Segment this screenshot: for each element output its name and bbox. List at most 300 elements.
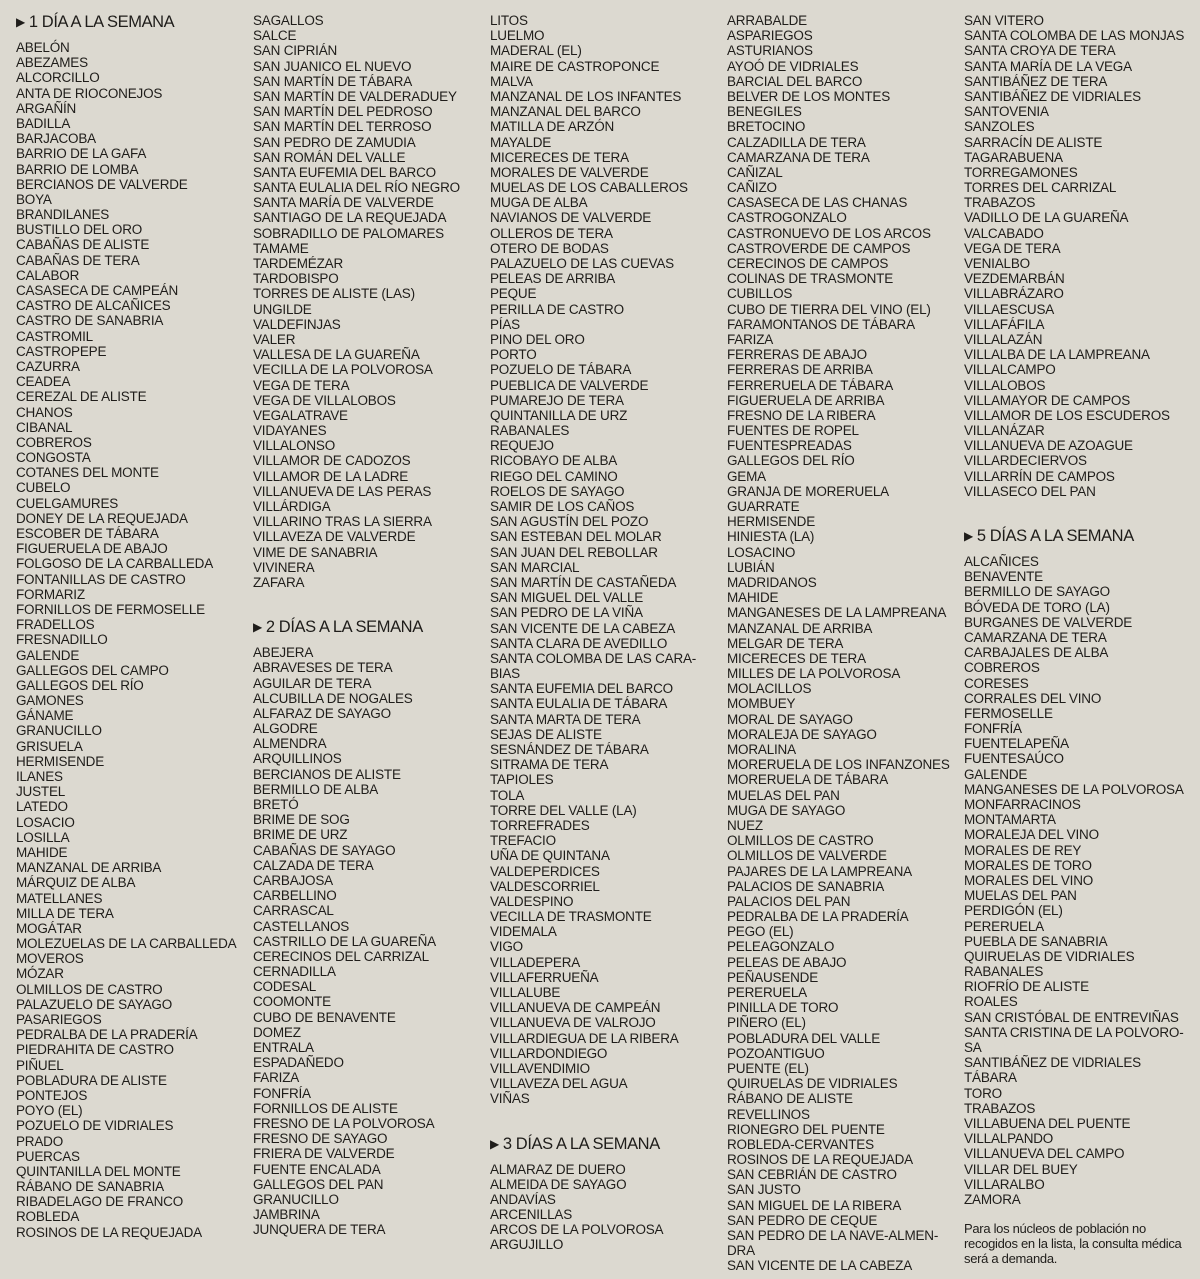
list-item: FONTANILLAS DE CASTRO	[16, 571, 186, 587]
list-item: SAGALLOS	[253, 13, 324, 28]
list-item: ROBLEDA	[16, 1209, 80, 1225]
list-item: VILLAMAYOR DE CAMPOS	[964, 392, 1131, 408]
list-item: VILLAMOR DE LOS ESCUDEROS	[964, 407, 1170, 423]
list-item: PEDRALBA DE LA PRADERÍA	[16, 1027, 198, 1043]
list-item: CASTELLANOS	[253, 918, 350, 934]
list-item: DOMEZ	[253, 1024, 301, 1040]
list-item: CUBILLOS	[727, 286, 793, 302]
list-item: SITRAMA DE TERA	[490, 757, 609, 773]
list-item: VILLARRÍN DE CAMPOS	[964, 468, 1115, 484]
list-item: SANTA EULALIA DEL RÍO NEGRO	[253, 180, 460, 196]
list-item: CUBO DE TIERRA DEL VINO (EL)	[727, 301, 931, 317]
list-item: MUELAS DE LOS CABALLEROS	[490, 180, 688, 196]
list-item: VEGA DE TERA	[964, 240, 1061, 256]
list-item: ROSINOS DE LA REQUEJADA	[16, 1224, 202, 1240]
list-item: OLMILLOS DE CASTRO	[16, 981, 163, 997]
list-item: SANTA CLARA DE AVEDILLO	[490, 635, 668, 651]
list-item: PELEAS DE ABAJO	[727, 954, 847, 970]
list-item: CERECINOS DE CAMPOS	[727, 256, 889, 271]
list-item: CASTRO DE ALCAÑICES	[16, 298, 171, 314]
list-item: VILLAR DEL BUEY	[964, 1161, 1078, 1177]
list-item: FRESNO DE SAYAGO	[253, 1131, 388, 1147]
list-item: VILLAVEZA DEL AGUA	[490, 1076, 628, 1092]
list-item: SANTIBÁÑEZ DE VIDRIALES	[964, 88, 1141, 104]
list-item: CAÑIZAL	[727, 164, 783, 180]
list-item: BARRIO DE LOMBA	[16, 161, 139, 177]
list-item: VIME DE SANABRIA	[253, 544, 378, 560]
list-item: GRANUCILLO	[253, 1191, 339, 1207]
list-item: VEGALATRAVE	[253, 407, 348, 423]
list-item: MADERAL (EL)	[490, 43, 582, 59]
list-item: CASTRO DE SANABRIA	[16, 313, 164, 329]
list-item: ABEJERA	[253, 645, 314, 661]
list-item: CEREZAL DE ALISTE	[16, 389, 147, 405]
list-item: MORALEJA DE SAYAGO	[727, 726, 877, 742]
list-item: VALDESPINO	[490, 893, 574, 909]
list-item: VIVINERA	[253, 559, 315, 575]
list-item: POBLADURA DEL VALLE	[727, 1030, 881, 1046]
list-item: HERMISENDE	[727, 514, 816, 530]
list-item: JUSTEL	[16, 784, 66, 800]
list-item: MANGANESES DE LA POLVOROSA	[964, 781, 1184, 797]
list-item: ESCOBER DE TÁBARA	[16, 526, 159, 541]
list-item: MOMBUEY	[727, 696, 796, 712]
list-item: MICERECES DE TERA	[490, 149, 629, 165]
list-item: QUINTANILLA DE URZ	[490, 407, 628, 423]
list-item: UÑA DE QUINTANA	[490, 848, 610, 864]
list-item: ASPARIEGOS	[727, 28, 813, 44]
list-item: OLMILLOS DE VALVERDE	[727, 848, 887, 864]
list-item: SANTOVENIA	[964, 104, 1049, 120]
list-item: BOYA	[16, 191, 52, 207]
list-item: CASASECA DE LAS CHANAS	[727, 195, 908, 211]
list-item: VILLANUEVA DE VALROJO	[490, 1015, 656, 1031]
column-5	[964, 13, 1186, 1279]
town-list	[16, 40, 248, 1240]
list-item: CERECINOS DEL CARRIZAL	[253, 948, 429, 964]
list-item: SANTA EULALIA DE TÁBARA	[490, 696, 668, 712]
list-item: MAIRE DE CASTROPONCE	[490, 58, 660, 74]
list-item: TORRES DEL CARRIZAL	[964, 180, 1117, 196]
list-item: MONTAMARTA	[964, 812, 1056, 828]
list-item: MORAL DE SAYAGO	[727, 711, 853, 727]
list-item: SAN JUSTO	[727, 1182, 801, 1198]
list-item: BENEGILES	[727, 104, 802, 120]
list-item: CUBELO	[16, 480, 71, 496]
list-item: MORALES DE REY	[964, 842, 1082, 858]
list-item: SAN ESTEBAN DEL MOLAR	[490, 529, 662, 545]
list-item: FERRERUELA DE TÁBARA	[727, 377, 894, 393]
list-item: VILLARDIEGUA DE LA RIBERA	[490, 1030, 679, 1046]
list-item: MAYALDE	[490, 134, 552, 150]
list-item: VILLALPANDO	[964, 1131, 1054, 1147]
town-list	[490, 13, 722, 1107]
list-item: PASARIEGOS	[16, 1012, 102, 1027]
list-item: VECILLA DE TRASMONTE	[490, 909, 652, 925]
list-item: MÓZAR	[16, 966, 64, 982]
play-triangle-icon: ▶	[490, 1136, 499, 1151]
list-item: SAN MIGUEL DE LA RIBERA	[727, 1197, 902, 1213]
list-item: MAHIDE	[727, 590, 779, 606]
list-item: GALLEGOS DEL RÍO	[16, 677, 144, 693]
list-item: MUELAS DEL PAN	[727, 787, 840, 803]
list-item: SAN PEDRO DE LA VIÑA	[490, 605, 643, 621]
list-item: ROBLEDA-CERVANTES	[727, 1136, 874, 1152]
list-item: ALMEIDA DE SAYAGO	[490, 1176, 627, 1192]
list-item: ARCOS DE LA POLVOROSA	[490, 1222, 664, 1238]
list-item: VILLAESCUSA	[964, 301, 1055, 317]
list-item: SALCE	[253, 28, 297, 44]
list-item: PEÑAUSENDE	[727, 969, 819, 985]
list-item: ALCORCILLO	[16, 70, 100, 86]
section-heading-1-day: ▶ 1 DÍA A LA SEMANA	[16, 13, 175, 31]
column-1	[16, 13, 248, 1240]
list-item: ROSINOS DE LA REQUEJADA	[727, 1152, 913, 1168]
list-item: SANTA COLOMBA DE LAS CARA-BIAS	[490, 650, 697, 682]
list-item: VADILLO DE LA GUAREÑA	[964, 210, 1129, 226]
list-item: SANTA EUFEMIA DEL BARCO	[253, 164, 436, 180]
list-item: LUELMO	[490, 28, 545, 44]
list-item: RIOFRÍO DE ALISTE	[964, 979, 1089, 995]
column-4	[727, 13, 959, 1274]
list-item: CARBAJOSA	[253, 872, 333, 888]
list-item: CAÑIZO	[727, 180, 777, 196]
town-list	[964, 13, 1186, 499]
list-item: VEGA DE TERA	[253, 377, 350, 393]
footnote: Para los núcleos de población no recogidos en la lista, la consulta médica será a demanda.	[964, 1221, 1182, 1267]
list-item: PALACIOS DE SANABRIA	[727, 878, 885, 894]
list-item: ARRABALDE	[727, 13, 807, 28]
list-item: CODESAL	[253, 979, 317, 995]
play-triangle-icon: ▶	[253, 620, 262, 635]
list-item: ALGODRE	[253, 721, 318, 737]
list-item: VILLANUEVA DE AZOAGUE	[964, 438, 1133, 454]
list-item: DONEY DE LA REQUEJADA	[16, 510, 188, 526]
list-item: TRABAZOS	[964, 1100, 1036, 1116]
list-item: REVELLINOS	[727, 1106, 810, 1122]
list-item: PERDIGÓN (EL)	[964, 903, 1063, 919]
list-item: SAN JUAN DEL REBOLLAR	[490, 544, 658, 560]
list-item: BRIME DE SOG	[253, 812, 350, 828]
list-item: COTANES DEL MONTE	[16, 465, 159, 481]
list-item: ABRAVESES DE TERA	[253, 660, 393, 676]
list-item: GALENDE	[16, 647, 80, 663]
list-item: VIÑAS	[490, 1091, 530, 1107]
list-item: VILLARINO TRAS LA SIERRA	[253, 514, 432, 530]
list-item: MORALES DEL VINO	[964, 872, 1094, 888]
list-item: PONTEJOS	[16, 1087, 88, 1103]
list-item: SANTA MARTA DE TERA	[490, 711, 641, 727]
list-item: BELVER DE LOS MONTES	[727, 88, 891, 104]
list-item: SAN VICENTE DE LA CABEZA	[727, 1258, 913, 1274]
list-item: FUENTE ENCALADA	[253, 1161, 381, 1177]
list-item: BARRIO DE LA GAFA	[16, 146, 147, 162]
list-item: GUARRATE	[727, 499, 800, 514]
list-item: SAN PEDRO DE LA NAVE-ALMEN-DRA	[727, 1228, 939, 1259]
list-item: FUENTESPREADAS	[727, 438, 852, 454]
list-item: VILLASECO DEL PAN	[964, 483, 1096, 499]
list-item: CASASECA DE CAMPEÁN	[16, 283, 178, 298]
list-item: RIBADELAGO DE FRANCO	[16, 1194, 184, 1210]
list-item: CAMARZANA DE TERA	[964, 629, 1107, 645]
list-item: VILLAVEZA DE VALVERDE	[253, 529, 416, 545]
list-item: PALAZUELO DE LAS CUEVAS	[490, 256, 674, 271]
list-item: GALENDE	[964, 766, 1028, 782]
list-item: SANTA EUFEMIA DEL BARCO	[490, 681, 673, 697]
list-item: SAN MARTÍN DEL PEDROSO	[253, 104, 433, 120]
list-item: CASTROMIL	[16, 328, 93, 344]
list-item: CIBANAL	[16, 419, 73, 435]
list-item: CASTRONUEVO DE LOS ARCOS	[727, 225, 931, 241]
list-item: PUEBLA DE SANABRIA	[964, 933, 1108, 949]
list-item: HERMISENDE	[16, 753, 105, 769]
list-item: VILLABRÁZARO	[964, 286, 1064, 302]
list-item: VILLANUEVA DEL CAMPO	[964, 1146, 1125, 1162]
list-item: SANTIBÁÑEZ DE VIDRIALES	[964, 1055, 1141, 1071]
list-item: VILLAVENDIMIO	[490, 1060, 590, 1076]
list-item: ROALES	[964, 994, 1018, 1010]
list-item: MALVA	[490, 73, 533, 89]
list-item: RIONEGRO DEL PUENTE	[727, 1121, 885, 1137]
list-item: TORREGAMONES	[964, 164, 1078, 180]
list-item: VIDEMALA	[490, 924, 557, 940]
list-item: QUIRUELAS DE VIDRIALES	[727, 1076, 898, 1092]
list-item: CAMARZANA DE TERA	[727, 149, 870, 165]
list-item: SAN PEDRO DE CEQUE	[727, 1212, 878, 1228]
list-item: MELGAR DE TERA	[727, 635, 844, 651]
list-item: VENIALBO	[964, 256, 1030, 271]
list-item: VALDEPERDICES	[490, 863, 600, 879]
list-item: MILLES DE LA POLVOROSA	[727, 666, 901, 682]
list-item: CONGOSTA	[16, 450, 91, 466]
list-item: MUELAS DEL PAN	[964, 888, 1077, 904]
list-item: ALFARAZ DE SAYAGO	[253, 705, 391, 721]
list-item: PALACIOS DEL PAN	[727, 893, 851, 909]
list-item: ASTURIANOS	[727, 43, 813, 59]
list-item: ZAFARA	[253, 574, 305, 590]
list-item: FIGUERUELA DE ABAJO	[16, 541, 168, 557]
list-item: TRABAZOS	[964, 195, 1036, 211]
list-item: PÍAS	[490, 316, 520, 332]
list-item: VILLALAZÁN	[964, 331, 1043, 347]
list-item: VILLAFÁFILA	[964, 316, 1045, 332]
list-item: SAN CRISTÓBAL DE ENTREVIÑAS	[964, 1009, 1179, 1025]
list-item: UNGILDE	[253, 301, 312, 317]
list-item: FRESNADILLO	[16, 632, 108, 648]
list-item: COBREROS	[964, 660, 1040, 676]
list-item: BERCIANOS DE VALVERDE	[16, 176, 188, 192]
list-item: TAMAME	[253, 240, 309, 256]
list-item: FARIZA	[253, 1070, 300, 1086]
list-item: SAN VICENTE DE LA CABEZA	[490, 620, 676, 636]
list-item: SAN AGUSTÍN DEL POZO	[490, 514, 649, 530]
list-item: PERILLA DE CASTRO	[490, 301, 624, 317]
list-item: CARBELLINO	[253, 888, 337, 904]
list-item: RABANALES	[964, 964, 1044, 980]
list-item: FONFRÍA	[253, 1085, 311, 1101]
list-item: VIGO	[490, 939, 523, 955]
list-item: FERRERAS DE ABAJO	[727, 347, 867, 363]
list-item: PINILLA DE TORO	[727, 1000, 839, 1016]
list-item: PERERUELA	[727, 985, 807, 1000]
list-item: MORERUELA DE TÁBARA	[727, 772, 888, 788]
list-item: CABAÑAS DE SAYAGO	[253, 842, 396, 858]
list-item: PIÑERO (EL)	[727, 1015, 806, 1031]
list-item: FUENTESAÚCO	[964, 751, 1064, 767]
list-item: RIEGO DEL CAMINO	[490, 468, 618, 484]
list-item: CABAÑAS DE ALISTE	[16, 237, 150, 253]
list-item: MOLACILLOS	[727, 681, 812, 697]
list-item: CARRASCAL	[253, 903, 334, 919]
list-item: ALCUBILLA DE NOGALES	[253, 690, 413, 706]
list-item: ROELOS DE SAYAGO	[490, 483, 625, 499]
list-item: BERCIANOS DE ALISTE	[253, 766, 401, 782]
list-item: VILLAMOR DE LA LADRE	[253, 468, 409, 484]
list-item: SANTIBÁÑEZ DE TERA	[964, 73, 1108, 89]
town-list	[253, 13, 485, 590]
list-item: SAN MARTÍN DEL TERROSO	[253, 119, 432, 135]
list-item: COLINAS DE TRASMONTE	[727, 271, 894, 287]
list-item: PUERCAS	[16, 1148, 80, 1164]
list-item: VILLÁRDIGA	[253, 499, 331, 514]
list-item: ANTA DE RIOCONEJOS	[16, 85, 163, 101]
list-item: ILANES	[16, 769, 63, 784]
list-item: MORALES DE TORO	[964, 857, 1092, 873]
list-item: CORESES	[964, 675, 1029, 691]
list-item: ARQUILLINOS	[253, 751, 342, 767]
list-item: TORREFRADES	[490, 817, 590, 833]
list-item: MANZANAL DEL BARCO	[490, 104, 641, 120]
list-item: TORO	[964, 1085, 1002, 1101]
list-item: CARBAJALES DE ALBA	[964, 645, 1109, 661]
list-item: SAN PEDRO DE ZAMUDIA	[253, 134, 416, 150]
list-item: CUBO DE BENAVENTE	[253, 1009, 396, 1025]
list-item: FRADELLOS	[16, 617, 95, 633]
list-item: PERERUELA	[964, 918, 1044, 934]
list-item: POZOANTIGUO	[727, 1045, 825, 1061]
list-item: VALER	[253, 331, 296, 347]
list-item: FORMARIZ	[16, 586, 85, 602]
list-item: CALABOR	[16, 267, 80, 283]
list-item: CUELGAMURES	[16, 495, 119, 511]
list-item: LOSACINO	[727, 544, 796, 560]
list-item: VALLESA DE LA GUAREÑA	[253, 347, 420, 363]
list-item: TAPIOLES	[490, 772, 554, 788]
list-item: FARAMONTANOS DE TÁBARA	[727, 316, 915, 332]
list-item: PUENTE (EL)	[727, 1060, 809, 1076]
list-item: LITOS	[490, 13, 528, 28]
list-item: MANZANAL DE ARRIBA	[16, 860, 162, 876]
list-item: MÁRQUIZ DE ALBA	[16, 875, 136, 891]
list-item: CABAÑAS DE TERA	[16, 252, 140, 268]
list-item: VALDEFINJAS	[253, 316, 341, 332]
list-item: ARGUJILLO	[490, 1237, 564, 1253]
list-item: SAN MIGUEL DEL VALLE	[490, 590, 644, 606]
list-item: OLMILLOS DE CASTRO	[727, 833, 874, 849]
list-item: SAN CIPRIÁN	[253, 43, 338, 59]
list-item: SAN JUANICO EL NUEVO	[253, 58, 412, 74]
list-item: LATEDO	[16, 799, 68, 815]
list-item: CERNADILLA	[253, 964, 336, 980]
list-item: VALDESCORRIEL	[490, 878, 600, 894]
list-item: TOLA	[490, 787, 525, 803]
list-item: LUBIÁN	[727, 559, 775, 575]
list-item: SANTA MARÍA DE VALVERDE	[253, 195, 434, 211]
list-item: FIGUERUELA DE ARRIBA	[727, 392, 885, 408]
list-item: MONFARRACINOS	[964, 797, 1081, 812]
list-item: MOLEZUELAS DE LA CARBALLEDA	[16, 936, 237, 952]
town-list	[964, 554, 1186, 1207]
play-triangle-icon: ▶	[964, 529, 973, 543]
list-item: SAMIR DE LOS CAÑOS	[490, 499, 635, 514]
list-item: TÁBARA	[964, 1070, 1017, 1086]
list-item: GRANUCILLO	[16, 723, 102, 739]
list-item: TORRE DEL VALLE (LA)	[490, 802, 637, 818]
list-item: CASTROVERDE DE CAMPOS	[727, 240, 911, 256]
list-item: VIDAYANES	[253, 423, 327, 439]
list-item: BADILLA	[16, 115, 71, 131]
list-item: CEADEA	[16, 374, 71, 390]
list-item: VILLAMOR DE CADOZOS	[253, 453, 411, 469]
list-item: SAN VITERO	[964, 13, 1044, 28]
list-item: VEZDEMARBÁN	[964, 271, 1065, 287]
list-item: BRIME DE URZ	[253, 827, 348, 843]
town-list	[253, 645, 485, 1237]
list-item: OLLEROS DE TERA	[490, 225, 613, 241]
list-item: PIEDRAHITA DE CASTRO	[16, 1042, 174, 1058]
list-item: RABANALES	[490, 423, 570, 439]
list-item: TAGARABUENA	[964, 149, 1063, 165]
list-item: MORALINA	[727, 742, 796, 757]
list-item: FERRERAS DE ARRIBA	[727, 362, 873, 378]
list-item: MORERUELA DE LOS INFANZONES	[727, 757, 950, 773]
list-item: LOSILLA	[16, 829, 70, 845]
list-item: VILLANUEVA DE LAS PERAS	[253, 483, 432, 499]
list-item: MATELLANES	[16, 890, 103, 906]
section-heading-2-days: ▶ 2 DÍAS A LA SEMANA	[253, 618, 423, 637]
list-item: MADRIDANOS	[727, 574, 817, 590]
list-item: ABEZAMES	[16, 55, 88, 71]
list-item: MANZANAL DE LOS INFANTES	[490, 88, 682, 104]
list-item: SARRACÍN DE ALISTE	[964, 134, 1103, 150]
list-item: TREFACIO	[490, 833, 556, 849]
list-item: PEGO (EL)	[727, 924, 794, 940]
list-item: QUINTANILLA DEL MONTE	[16, 1163, 181, 1179]
list-item: COOMONTE	[253, 994, 331, 1010]
list-item: PIÑUEL	[16, 1057, 64, 1073]
list-item: BUSTILLO DEL ORO	[16, 222, 143, 238]
list-item: BARJACOBA	[16, 131, 96, 147]
list-item: VILLAFERRUEÑA	[490, 969, 599, 985]
town-list	[727, 13, 959, 1274]
list-item: PAJARES DE LA LAMPREANA	[727, 863, 912, 879]
list-item: VILLABUENA DEL PUENTE	[964, 1115, 1131, 1131]
list-item: PINO DEL ORO	[490, 331, 585, 347]
list-item: ARCENILLAS	[490, 1207, 573, 1223]
list-item: BERMILLO DE SAYAGO	[964, 584, 1110, 600]
list-item: FUENTES DE ROPEL	[727, 423, 859, 439]
list-item: MATILLA DE ARZÓN	[490, 119, 615, 135]
list-item: MANGANESES DE LA LAMPREANA	[727, 605, 947, 621]
list-item: RÁBANO DE ALISTE	[727, 1091, 853, 1107]
list-item: MOGÁTAR	[16, 920, 82, 936]
list-item: ALMENDRA	[253, 736, 327, 752]
list-item: SEJAS DE ALISTE	[490, 726, 602, 742]
list-item: GÁNAME	[16, 708, 74, 724]
list-item: ESPADAÑEDO	[253, 1055, 344, 1071]
list-item: SANTA CRISTINA DE LA POLVORO-SA	[964, 1024, 1184, 1056]
list-item: MORALES DE VALVERDE	[490, 164, 649, 180]
